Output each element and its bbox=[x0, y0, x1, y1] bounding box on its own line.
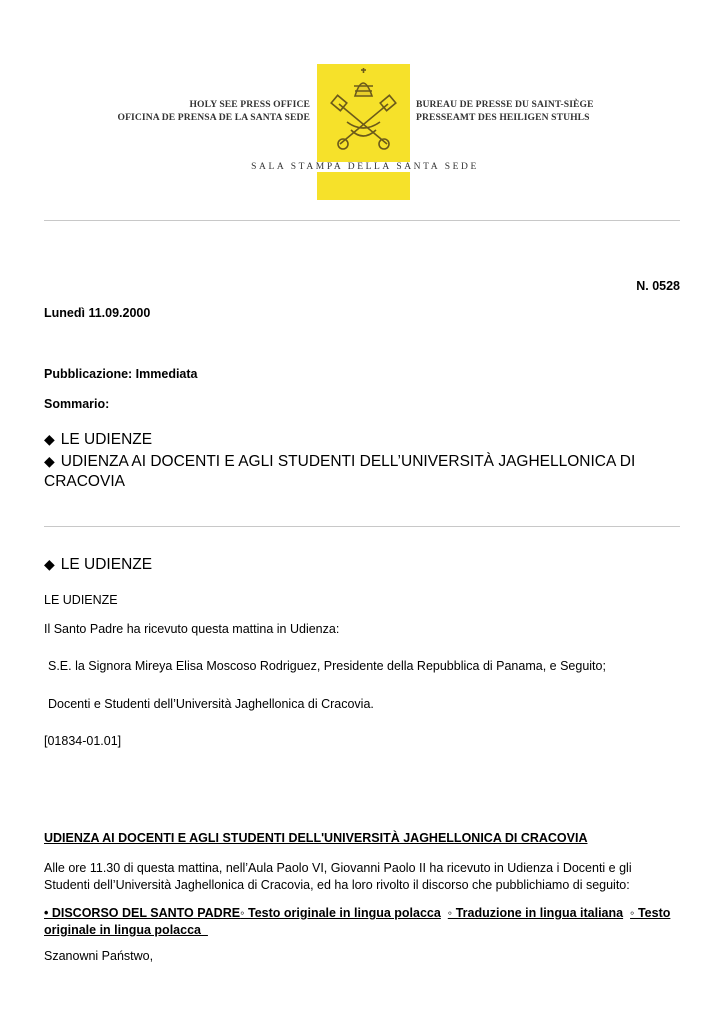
bulletin-number: N. 0528 bbox=[636, 279, 680, 293]
audience-entry-panama: S.E. la Signora Mireya Elisa Moscoso Rodriguez, Presidente della Repubblica di Panama, e Seguito; bbox=[48, 659, 606, 673]
section-heading-udienze-label: LE UDIENZE bbox=[60, 556, 153, 573]
section-heading-udienze bbox=[44, 554, 152, 575]
summary-item-jaghellonica-line1: UDIENZA AI DOCENTI E AGLI STUDENTI DELL’UNIVERSITÀ JAGHELLONICA DI bbox=[60, 453, 636, 470]
section2-paragraph-line2: Studenti dell’Università Jaghellonica di Cracovia, ed ha loro rivolto il discorso che pubblichiamo di seguito: bbox=[44, 878, 630, 892]
greeting: Szanowni Państwo, bbox=[44, 949, 154, 963]
header-right-line2: PRESSEAMT DES HEILIGEN STUHLS bbox=[416, 112, 590, 123]
sala-stampa-text: SALA STAMPA DELLA SANTA SEDE bbox=[251, 162, 479, 172]
link-testo-polacca-2-cont[interactable]: originale in lingua polacca bbox=[44, 923, 201, 937]
section1-reference: [01834-01.01] bbox=[44, 734, 122, 748]
sala-stampa-title bbox=[230, 162, 500, 172]
diamond-bullet-icon: ◆ bbox=[44, 556, 55, 572]
logo bbox=[317, 64, 410, 156]
papal-keys-tiara-icon bbox=[317, 64, 410, 156]
audience-entry-jaghellonica: Docenti e Studenti dell’Università Jaghellonica di Cracovia. bbox=[48, 697, 374, 711]
summary-label: Sommario: bbox=[44, 397, 110, 411]
header-right-line1: BUREAU DE PRESSE DU SAINT-SIÈGE bbox=[416, 99, 594, 110]
bulletin-date: Lunedì 11.09.2000 bbox=[44, 306, 151, 320]
link-traduzione-italiana[interactable]: ◦ Traduzione in lingua italiana bbox=[447, 906, 624, 920]
divider-top bbox=[44, 220, 680, 221]
section2-paragraph-line1: Alle ore 11.30 di questa mattina, nell’Aula Paolo VI, Giovanni Paolo II ha ricevuto in Udienza i Docenti e gli bbox=[44, 861, 632, 875]
summary-item-jaghellonica[interactable] bbox=[44, 451, 684, 492]
summary-item-jaghellonica-line2: CRACOVIA bbox=[44, 473, 125, 490]
header-left-names bbox=[100, 98, 310, 124]
speech-links bbox=[44, 905, 694, 939]
section1-label: LE UDIENZE bbox=[44, 593, 118, 607]
section1-intro: Il Santo Padre ha ricevuto questa mattina in Udienza: bbox=[44, 622, 340, 636]
diamond-bullet-icon: ◆ bbox=[44, 453, 55, 469]
link-testo-polacca-2[interactable]: ◦ Testo bbox=[630, 906, 671, 920]
discorso-link[interactable]: • DISCORSO DEL SANTO PADRE bbox=[44, 906, 241, 920]
summary-item-udienze-label: LE UDIENZE bbox=[60, 431, 153, 448]
summary-item-udienze[interactable] bbox=[44, 429, 684, 450]
section2-paragraph bbox=[44, 860, 694, 894]
header-right-names bbox=[416, 98, 626, 124]
header-left-line2: OFICINA DE PRENSA DE LA SANTA SEDE bbox=[117, 112, 310, 123]
section2-heading: UDIENZA AI DOCENTI E AGLI STUDENTI DELL'UNIVERSITÀ JAGHELLONICA DI CRACOVIA bbox=[44, 831, 588, 845]
link-testo-polacca[interactable]: ◦ Testo originale in lingua polacca bbox=[240, 906, 441, 920]
publication-label: Pubblicazione: Immediata bbox=[44, 367, 198, 381]
diamond-bullet-icon: ◆ bbox=[44, 431, 55, 447]
header-left-line1: HOLY SEE PRESS OFFICE bbox=[189, 99, 310, 110]
divider-middle bbox=[44, 526, 680, 527]
